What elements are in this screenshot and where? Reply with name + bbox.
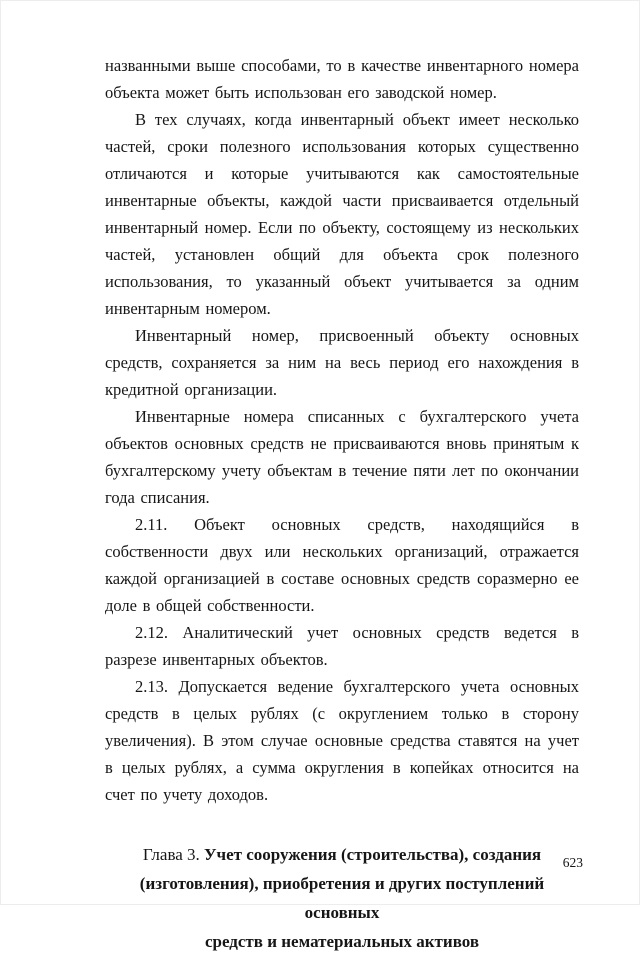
paragraph: Инвентарный номер, присвоенный объекту основных средств, сохраняется за ним на весь период его нахождения в кредитной организации.	[105, 326, 579, 399]
paragraph: Инвентарные номера списанных с бухгалтерского учета объектов основных средств не присваиваются вновь принятым к бухгалтерскому учету объектам в течение пяти лет по окончании года списания.	[105, 407, 579, 507]
paragraph: В тех случаях, когда инвентарный объект имеет несколько частей, сроки полезного использования которых существенно отличаются и которые учитываются как самостоятельные инвентарные объекты, каждой части присваивается отдельный инвентарный номер. Если по объекту, состоящему из нескольких частей, установлен общий для объекта срок полезного использования, то указанный объект учитывается за одним инвентарным номером.	[105, 110, 579, 318]
chapter-title-line-2: (изготовления), приобретения и других поступлений основных	[139, 874, 545, 922]
chapter-number: Глава 3.	[142, 845, 205, 864]
chapter-title-line-1: Учет сооружения (строительства), создания	[204, 845, 542, 864]
paragraph: названными выше способами, то в качестве инвентарного номера объекта может быть использован его заводской номер.	[105, 56, 579, 102]
paragraph-2-11: 2.11. Объект основных средств, находящийся в собственности двух или нескольких организаций, отражается каждой организацией в составе основных средств соразмерно ее доле в общей собственности.	[105, 515, 579, 615]
text-column	[105, 52, 579, 956]
page-number: 623	[562, 855, 583, 870]
chapter-heading	[105, 840, 579, 956]
paragraph-2-13: 2.13. Допускается ведение бухгалтерского учета основных средств в целых рублях (с округлением только в сторону увеличения). В этом случае основные средства ставятся на учет в целых рублях, а сумма округления в копейках относится на счет по учету доходов.	[105, 677, 579, 804]
paragraph-2-12: 2.12. Аналитический учет основных средств ведется в разрезе инвентарных объектов.	[105, 623, 579, 669]
chapter-title-line-3: средств и нематериальных активов	[204, 932, 480, 951]
